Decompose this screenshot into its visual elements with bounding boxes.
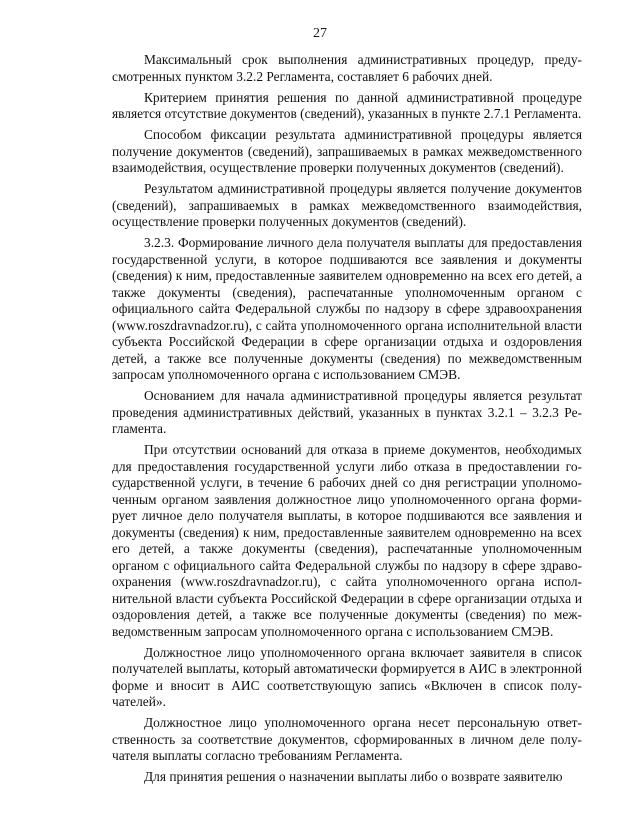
paragraph-decision-criterion: Критерием принятия решения по данной административной процедуре является отсутствие документов (сведений), указанных в пункте 2.7.1 Регламента. (112, 89, 582, 121)
page-number: 27 (313, 26, 327, 41)
paragraph-procedure-basis: Основанием для начала административной процедуры является результат проведения административных действий, указанных в пунктах 3.2.1 – 3.2.3 Регламента. (112, 388, 582, 436)
document-body (112, 52, 582, 790)
paragraph-max-duration: Максимальный срок выполнения административных процедур, предусмотренных пунктом 3.2.2 Регламента, составляет 6 рабочих дней. (112, 52, 582, 84)
paragraph-recipient-list: Должностное лицо уполномоченного органа включает заявителя в список получателей выплаты, который автоматически формируется в АИС в электронной форме и вносит в АИС соответствующую запись «Включен в список получателей». (112, 644, 582, 709)
paragraph-personal-file-formation: При отсутствии оснований для отказа в приеме документов, необходимых для предоставления государственной услуги либо отказа в предоставлении государственной услуги, в течение 6 рабочих дней со дня регистрации уполномоченным органом заявления должностное лицо уполномоченного органа формирует личное дело получателя выплаты, в которое подшиваются все заявления и документы (сведения) к ним, предоставленные заявителем одновременно на всех его детей, а также документы (сведения), распечатанные уполномоченным органом с официального сайта Федеральной службы по надзору в сфере здравоохранения (www.roszdravnadzor.ru), с сайта уполномоченного органа исполнительной власти субъекта Российской Федерации в сфере организации отдыха и оздоровления детей, а также все полученные документы (сведения) по межведомственным запросам уполномоченного органа с использованием СМЭВ. (112, 442, 582, 639)
paragraph-decision-start: Для принятия решения о назначении выплаты либо о возврате заявителю (144, 769, 563, 784)
paragraph-result-fixation: Способом фиксации результата административной процедуры является получение документов (сведений), запрашиваемых в рамках межведомственного взаимодействия, осуществление проверки полученных документов (сведений). (112, 127, 582, 175)
paragraph-section-3-2-3: 3.2.3. Формирование личного дела получателя выплаты для предоставления государственной услуги, в которое подшиваются все заявления и документы (сведения) к ним, предоставленные заявителем одновременно на всех его детей, а также документы (сведения), распечатанные уполномоченным органом с официального сайта Федеральной службы по надзору в сфере здравоохранения (www.roszdravnadzor.ru), с сайта уполномоченного органа исполнительной власти субъекта Российской Федерации в сфере организации отдыха и оздоровления детей, а также все полученные документы (сведения) по межведомственным запросам уполномоченного органа с использованием СМЭВ. (112, 235, 582, 382)
paragraph-responsibility: Должностное лицо уполномоченного органа несет персональную ответственность за соответствие документов, сформированных в личном деле получателя выплаты согласно требованиям Регламента. (112, 715, 582, 763)
paragraph-procedure-result: Результатом административной процедуры является получение документов (сведений), запрашиваемых в рамках межведомственного взаимодействия, осуществление проверки полученных документов (сведений). (112, 181, 582, 229)
